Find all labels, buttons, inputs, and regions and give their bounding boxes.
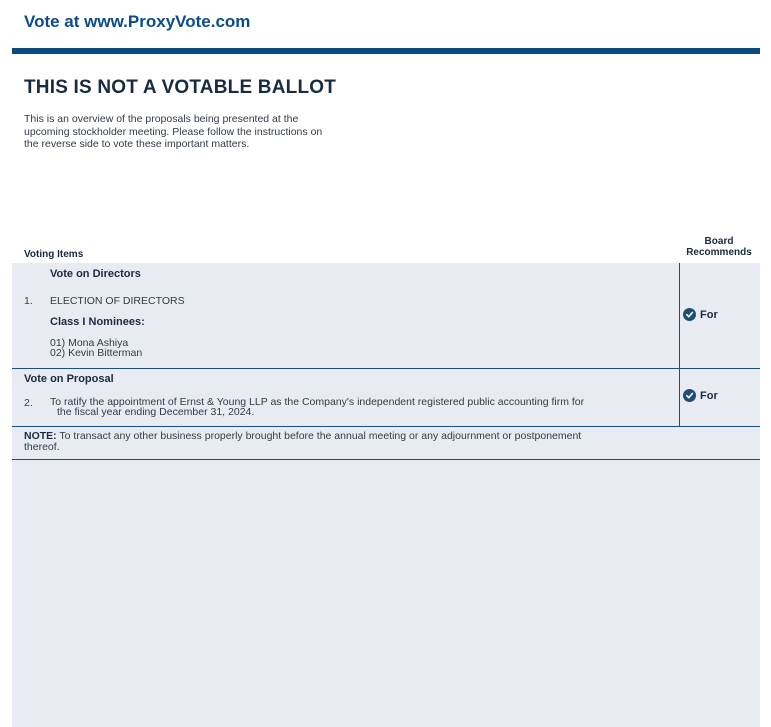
recommendation-for [683,389,718,402]
note-line: thereof. [24,441,60,453]
page-title: THIS IS NOT A VOTABLE BALLOT [24,77,337,98]
item-election-of-directors: ELECTION OF DIRECTORS [50,295,185,307]
section-heading-proposal: Vote on Proposal [24,373,114,385]
proxyvote-link[interactable]: Vote at www.ProxyVote.com [24,12,251,31]
item-text-line: To ratify the appointment of Ernst & Young LLP as the Company's independent registered public accounting firm for [50,396,585,408]
section-heading-directors: Vote on Directors [50,268,141,280]
intro-line: This is an overview of the proposals being presented at the [24,113,299,125]
nominee-list [50,338,142,358]
section-divider [12,426,760,427]
recommendation-label: For [700,389,718,402]
board-recommends-header [680,236,758,258]
item-number: 1. [24,295,33,307]
item-number: 2. [24,397,33,409]
nominee-item: 02) Kevin Bitterman [50,347,143,359]
voting-panel [12,263,760,727]
column-divider [679,263,680,426]
note-text [24,431,581,453]
nominee-item: 01) Mona Ashiya [50,337,129,349]
section-divider [12,459,760,460]
recommendation-label: For [700,308,718,321]
section-divider [12,368,760,369]
intro-text [24,113,394,151]
intro-line: upcoming stockholder meeting. Please follow the instructions on [24,125,323,138]
nominees-subheading: Class I Nominees: [50,316,145,328]
board-header-line: Board [704,236,734,247]
recommendation-for [683,308,718,321]
voting-items-header: Voting Items [24,249,84,260]
note-line [24,431,581,442]
item-ratify-auditor [50,397,584,417]
note-body: To transact any other business properly brought before the annual meeting or any adjournment or postponement [56,430,582,442]
header-rule [12,48,760,54]
item-text-line: the fiscal year ending December 31, 2024. [57,406,255,418]
board-header-line: Recommends [686,247,752,258]
intro-line: the reverse side to vote these important matters. [24,138,250,150]
checkmark-icon [683,389,696,402]
checkmark-icon [683,308,696,321]
note-label: NOTE: [24,430,57,442]
